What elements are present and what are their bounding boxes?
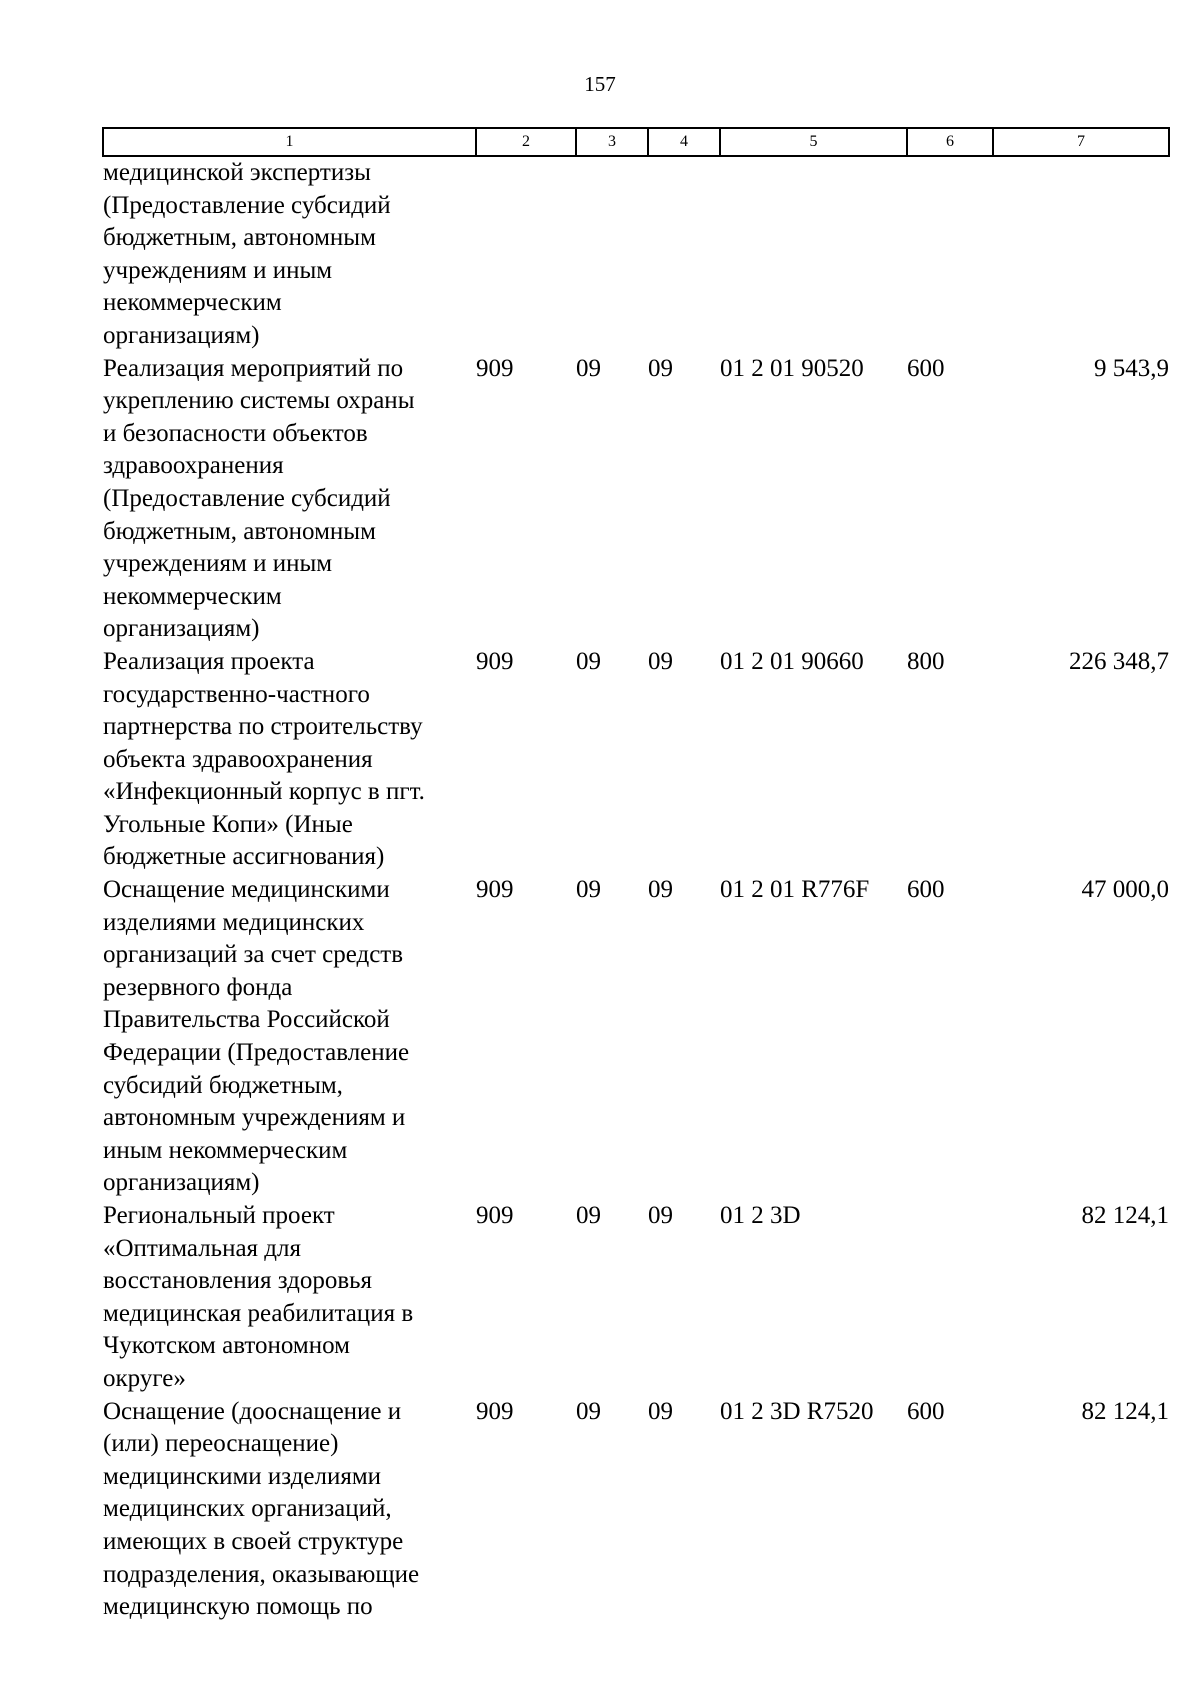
expense-type-cell [907,156,993,353]
item-name-line: «Оптимальная для [103,1234,301,1262]
subsection-code-cell: 09 [648,1397,673,1425]
item-name-line: объекта здравоохранения [103,745,373,773]
item-name-cell [103,156,476,353]
admin-code-cell: 909 [476,876,514,904]
target-article-cell: 01 2 3D R7520 [720,1397,874,1425]
subsection-code-cell: 09 [648,1202,673,1229]
item-name-line: восстановления здоровья [103,1267,373,1295]
section-code-cell [576,156,648,353]
target-article-cell: 01 2 3D [720,1202,801,1229]
item-name-line: Федерации (Предоставление [103,1039,410,1067]
section-code-cell: 09 [576,1397,601,1425]
item-name-line: (Предоставление субсидий [103,484,391,512]
item-name-line: субсидий бюджетным, [103,1071,343,1099]
admin-code-cell: 909 [476,354,514,382]
item-name-line: государственно-частного [103,680,370,708]
item-name-line: автономным учреждениям и [103,1104,406,1132]
subsection-code-cell [648,156,720,353]
item-name-line: медицинскую помощь по [103,1593,373,1621]
column-header-5: 5 [720,128,907,156]
item-name-line: учреждениям и иным [103,256,333,284]
item-name-line: укреплению системы охраны [103,387,415,415]
section-code-cell: 09 [576,647,601,675]
page-number: 157 [584,72,616,96]
item-name-line: медицинских организаций, [103,1495,392,1523]
amount-cell [993,156,1169,353]
item-name-line: медицинская реабилитация в [103,1299,414,1327]
section-code-cell: 09 [576,354,601,382]
item-name-line: организаций за счет средств [103,941,404,969]
subsection-code-cell: 09 [648,354,673,382]
item-name-line: Реализация проекта [103,647,315,675]
item-name-line: Региональный проект [103,1202,335,1229]
item-name-line: Правительства Российской [103,1006,390,1034]
column-number-row [103,128,1169,156]
item-name-line: организациям) [103,1169,260,1197]
section-code-cell: 09 [576,1202,601,1229]
item-name-line: и безопасности объектов [103,419,368,447]
item-name-line: (Предоставление субсидий [103,191,391,219]
column-header-7: 7 [993,128,1169,156]
item-name-cell [103,353,476,646]
item-name-line: подразделения, оказывающие [103,1560,420,1588]
subsection-code-cell: 09 [648,876,673,904]
item-name-line: учреждениям и иным [103,550,333,578]
item-name-line: изделиями медицинских [103,908,365,936]
table-row [103,353,1169,646]
amount-cell: 9 543,9 [1094,354,1169,382]
item-name-line: Оснащение медицинскими [103,876,390,904]
expense-type-cell: 800 [907,647,945,675]
item-name-line: медицинскими изделиями [103,1462,382,1490]
item-name-line: некоммерческим [103,582,282,610]
item-name-cell [103,1396,476,1624]
table-row [103,156,1169,353]
admin-code-cell: 909 [476,1397,514,1425]
item-name-line: некоммерческим [103,289,282,317]
item-name-line: Оснащение (дооснащение и [103,1397,402,1425]
admin-code-cell: 909 [476,1202,514,1229]
section-code-cell: 09 [576,876,601,904]
amount-cell: 82 124,1 [1081,1202,1169,1229]
amount-cell: 47 000,0 [1081,876,1169,904]
expense-type-cell: 600 [907,1397,945,1425]
item-name-line: бюджетным, автономным [103,224,376,252]
table-row [103,874,1169,1200]
expense-type-cell: 600 [907,876,945,904]
item-name-line: резервного фонда [103,973,293,1001]
table-row [103,1200,1169,1396]
item-name-line: бюджетным, автономным [103,517,376,545]
expense-type-cell [907,1200,993,1396]
admin-code-cell: 909 [476,647,514,675]
table-body [103,156,1169,1624]
column-header-1: 1 [103,128,476,156]
item-name-line: имеющих в своей структуре [103,1527,404,1555]
item-name-line: (или) переоснащение) [103,1430,339,1458]
column-header-6: 6 [907,128,993,156]
target-article-cell: 01 2 01 R776F [720,876,870,904]
column-header-2: 2 [476,128,576,156]
target-article-cell: 01 2 01 90660 [720,647,864,675]
column-header-4: 4 [648,128,720,156]
admin-code-cell [476,156,576,353]
item-name-line: Чукотском автономном [103,1332,350,1360]
table-row [103,646,1169,874]
item-name-line: здравоохранения [103,452,284,480]
subsection-code-cell: 09 [648,647,673,675]
column-header-3: 3 [576,128,648,156]
budget-table [102,127,1170,1624]
item-name-line: партнерства по строительству [103,713,423,741]
item-name-line: бюджетные ассигнования) [103,843,385,871]
amount-cell: 226 348,7 [1069,647,1169,675]
amount-cell: 82 124,1 [1081,1397,1169,1425]
table-row [103,1396,1169,1624]
target-article-cell: 01 2 01 90520 [720,354,864,382]
expense-type-cell: 600 [907,354,945,382]
item-name-line: Реализация мероприятий по [103,354,404,382]
item-name-line: иным некоммерческим [103,1136,348,1164]
item-name-cell [103,874,476,1200]
item-name-line: округе» [103,1364,186,1392]
item-name-line: медицинской экспертизы [103,159,371,186]
item-name-line: организациям) [103,615,260,643]
item-name-cell [103,646,476,874]
item-name-line: Угольные Копи» (Иные [103,810,353,838]
item-name-cell [103,1200,476,1396]
target-article-cell [720,156,907,353]
item-name-line: «Инфекционный корпус в пгт. [103,778,425,806]
item-name-line: организациям) [103,321,260,349]
